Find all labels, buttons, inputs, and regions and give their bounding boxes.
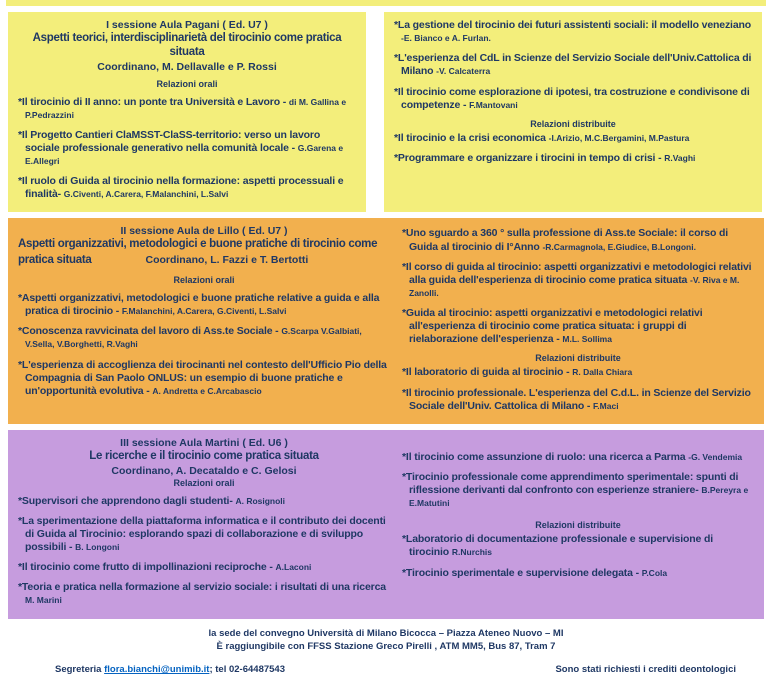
session-3-left-column bbox=[18, 435, 390, 615]
item-text: *Il tirocinio professionale. L'esperienza del C.d.L. in Scienze del Servizio Sociale dell'Univ. Cattolica di Milano - bbox=[402, 386, 751, 412]
item-text: *Uno sguardo a 360 ° sulla professione di Ass.te Sociale: il corso di Guida al tirocinio di I°Anno bbox=[402, 227, 729, 253]
item-authors: A. Andretta e C.Arcabascio bbox=[152, 385, 262, 396]
session-item bbox=[402, 307, 754, 346]
item-authors: -G. Vendemia bbox=[688, 451, 743, 462]
session-item bbox=[18, 495, 390, 508]
session-item bbox=[402, 387, 754, 413]
item-text: *Guida al tirocinio: aspetti organizzativi e metodologici relativi all'esperienza di tirocinio come pratica situata: i gruppi di rielaborazione dell'esperienza - bbox=[402, 307, 703, 346]
item-authors: G.Civenti, A.Carera, F.Malanchini, L.Salvi bbox=[63, 189, 229, 200]
item-text: *Conoscenza ravvicinata del lavoro di Ass.te Sociale - bbox=[18, 325, 279, 338]
session-2-coordinators: Coordinano, L. Fazzi e T. Bertotti bbox=[145, 254, 309, 267]
session-item bbox=[18, 359, 390, 398]
session-3-box bbox=[8, 430, 764, 619]
item-authors: R. Dalla Chiara bbox=[572, 367, 633, 378]
item-text: *L'esperienza del CdL in Scienze del Servizio Sociale dell'Univ.Cattolica di Milano bbox=[394, 52, 752, 78]
top-accent-strip bbox=[6, 0, 766, 6]
session-item bbox=[402, 451, 754, 464]
item-authors: M.L. Sollima bbox=[562, 334, 612, 345]
session-1-row bbox=[8, 12, 764, 212]
session-2-distributed-label: Relazioni distribuite bbox=[535, 353, 621, 364]
item-text: *Aspetti organizzativi, metodologici e buone pratiche relative a guida e alla pratica di tirocinio - bbox=[18, 292, 380, 318]
session-item bbox=[394, 52, 752, 78]
footer-bottom-row bbox=[0, 664, 772, 675]
session-item bbox=[402, 567, 754, 580]
item-authors: -V. Riva e M. Zanolli. bbox=[409, 274, 740, 298]
item-text: *Il corso di guida al tirocinio: aspetti organizzativi e metodologici relativi alla guida dell'esperienza di tirocinio come pratica situata bbox=[402, 260, 752, 286]
session-2-name: II sessione Aula de Lillo ( Ed. U7 ) bbox=[120, 225, 288, 238]
session-item bbox=[402, 471, 754, 510]
session-item bbox=[402, 366, 754, 379]
secretariat-label: Segreteria bbox=[55, 664, 102, 675]
item-authors: P.Cola bbox=[641, 567, 668, 578]
session-3-distributed-label: Relazioni distribuite bbox=[535, 520, 621, 531]
item-authors: R.Vaghi bbox=[664, 152, 696, 163]
email-link[interactable]: flora.bianchi@unimib.it bbox=[104, 664, 210, 675]
item-authors: R.Nurchis bbox=[451, 547, 493, 558]
item-text: *Il tirocinio come frutto di impollinazioni reciproche - bbox=[18, 561, 273, 574]
item-authors: -R.Carmagnola, E.Giudice, B.Longoni. bbox=[542, 241, 696, 252]
session-2-box bbox=[8, 218, 764, 423]
item-text: *La gestione del tirocinio dei futuri assistenti sociali: il modello veneziano bbox=[394, 19, 752, 31]
session-2-right-column bbox=[402, 223, 754, 419]
item-text: *Il tirocinio di II anno: un ponte tra Università e Lavoro - bbox=[18, 95, 287, 108]
item-authors: di M. Gallina e P.Pedrazzini bbox=[25, 96, 347, 120]
item-authors: F.Malanchini, A.Carera, G.Civenti, L.Salvi bbox=[121, 306, 287, 317]
item-text: *Teoria e pratica nella formazione al servizio sociale: i risultati di una ricerca bbox=[18, 581, 386, 594]
item-text: *Il ruolo di Guida al tirocinio nella formazione: aspetti processuali e finalità- bbox=[18, 175, 344, 201]
session-item bbox=[18, 129, 356, 168]
secretariat-phone: ; tel 02-64487543 bbox=[209, 664, 285, 675]
session-item bbox=[394, 132, 752, 145]
session-item bbox=[18, 175, 356, 201]
session-2-oral-label: Relazioni orali bbox=[173, 275, 235, 286]
session-3-coordinators: Coordinano, A. Decataldo e C. Gelosi bbox=[111, 464, 297, 477]
secretariat-info bbox=[55, 664, 285, 675]
item-text: *Tirocinio sperimentale e supervisione delegata - bbox=[402, 566, 639, 579]
session-item bbox=[402, 533, 754, 559]
item-text: *Tirocinio professionale come apprendimento sperimentale: spunti di riflessione derivanti dal confronto con esperienze straniere- bbox=[402, 470, 739, 497]
item-authors: G.Garena e E.Allegri bbox=[25, 142, 344, 167]
footer-venue bbox=[0, 627, 772, 655]
session-3-right-column bbox=[402, 435, 754, 615]
item-text: *Il tirocinio e la crisi economica bbox=[394, 131, 546, 144]
item-authors: M. Marini bbox=[25, 595, 62, 606]
item-authors: F.Mantovani bbox=[469, 99, 518, 110]
item-authors: B.Pereyra e E.Matutini bbox=[409, 485, 749, 509]
item-text: *Programmare e organizzare i tirocini in tempo di crisi - bbox=[394, 151, 662, 164]
item-text: *Il Progetto Cantieri ClaMSST-ClaSS-territorio: verso un lavoro sociale professionale generativo nella comunità locale - bbox=[18, 128, 321, 154]
item-authors: -E. Bianco e A. Furlan. bbox=[401, 33, 491, 44]
item-text: *L'esperienza di accoglienza dei tirocinanti nel contesto dell'Ufficio Pio della Compagnia di San Paolo ONLUS: un esempio di buone pratiche e un'opportunità evolutiva - bbox=[18, 358, 387, 397]
session-item bbox=[18, 292, 390, 318]
session-3-title: Le ricerche e il tirocinio come pratica situata bbox=[89, 449, 319, 462]
item-text: *La sperimentazione della piattaforma informatica e il contributo dei docenti di Guida al Tirocinio: esplorando spazi di collaborazione e di sviluppo possibili - bbox=[18, 514, 386, 554]
session-3-oral-label: Relazioni orali bbox=[173, 477, 235, 488]
item-text: *Laboratorio di documentazione professionale e supervisione di tirocinio bbox=[402, 533, 714, 559]
item-authors: G.Scarpa V.Galbiati, V.Sella, V.Borghetti, R.Vaghi bbox=[25, 326, 362, 350]
session-1-coordinators: Coordinano, M. Dellavalle e P. Rossi bbox=[97, 60, 277, 73]
session-item bbox=[402, 227, 754, 253]
session-1-title: Aspetti teorici, interdisciplinarietà del tirocinio come pratica situata bbox=[32, 32, 342, 58]
item-text: *Il laboratorio di guida al tirocinio - bbox=[402, 366, 570, 379]
item-authors: F.Maci bbox=[593, 400, 619, 411]
item-authors: -I.Arizio, M.C.Bergamini, M.Pastura bbox=[548, 132, 690, 143]
credits-note: Sono stati richiesti i crediti deontologici bbox=[555, 664, 736, 675]
session-1-right-box bbox=[384, 12, 762, 212]
session-item bbox=[18, 96, 356, 122]
session-item bbox=[18, 515, 390, 554]
item-text: *Il tirocinio come assunzione di ruolo: una ricerca a Parma bbox=[402, 450, 686, 463]
session-item bbox=[18, 561, 390, 574]
session-2-title-line1: Aspetti organizzativi, metodologici e buone pratiche di tirocinio come bbox=[18, 238, 378, 251]
session-1-distributed-label: Relazioni distribuite bbox=[530, 118, 616, 129]
session-3-name: III sessione Aula Martini ( Ed. U6 ) bbox=[120, 436, 288, 449]
session-item bbox=[18, 325, 390, 351]
session-2-left-column bbox=[18, 223, 390, 419]
item-text: *Il tirocinio come esplorazione di ipotesi, tra costruzione e condivisone di competenze - bbox=[394, 85, 750, 111]
session-1-oral-label: Relazioni orali bbox=[156, 78, 218, 89]
item-authors: B. Longoni bbox=[75, 542, 120, 553]
session-1-name: I sessione Aula Pagani ( Ed. U7 ) bbox=[106, 19, 268, 31]
item-authors: A.Laconi bbox=[275, 562, 312, 573]
session-1-left-box bbox=[8, 12, 366, 212]
item-authors: -V. Calcaterra bbox=[436, 66, 491, 77]
session-2-title-line2: pratica situata bbox=[18, 254, 92, 267]
item-text: *Supervisori che apprendono dagli studenti- bbox=[18, 494, 233, 507]
venue-line-1: la sede del convegno Università di Milano Bicocca – Piazza Ateneo Nuovo – MI bbox=[208, 627, 564, 639]
session-item bbox=[394, 19, 752, 45]
venue-line-2: È raggiungibile con FFSS Stazione Greco Pirelli , ATM MM5, Bus 87, Tram 7 bbox=[216, 641, 556, 653]
session-item bbox=[402, 261, 754, 300]
session-item bbox=[18, 581, 390, 607]
item-authors: A. Rosignoli bbox=[235, 495, 286, 506]
session-item bbox=[394, 86, 752, 112]
session-item bbox=[394, 152, 752, 165]
